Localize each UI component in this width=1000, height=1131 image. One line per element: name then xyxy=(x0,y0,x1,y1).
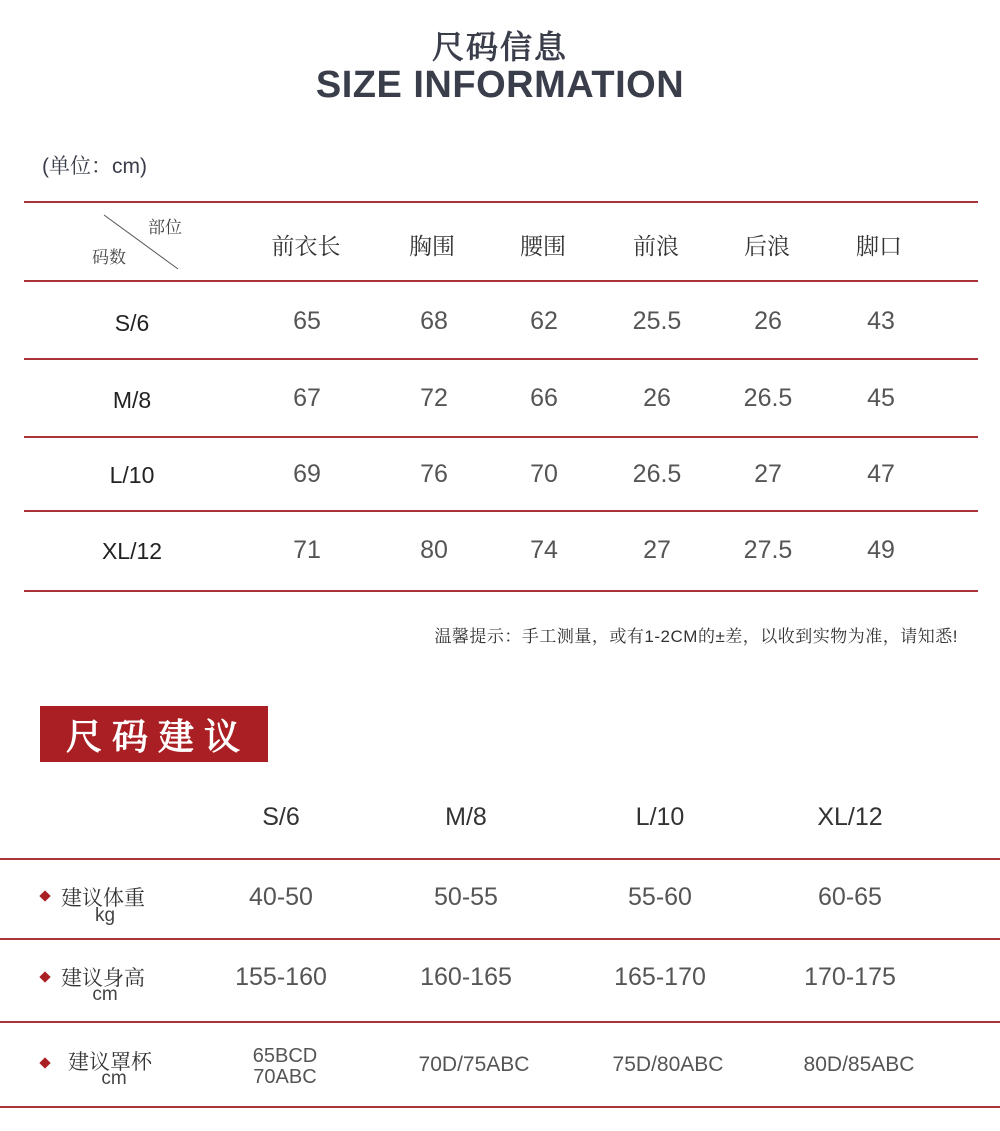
page-title-english: SIZE INFORMATION xyxy=(315,64,685,106)
table-cell: 69 xyxy=(293,460,321,488)
cell-line: 70ABC xyxy=(253,1066,317,1088)
row-unit: cm xyxy=(92,984,118,1005)
row-size-label: L/10 xyxy=(109,462,155,488)
table-cell: 50-55 xyxy=(434,883,498,911)
page-title-chinese: 尺码信息 xyxy=(431,29,568,65)
column-header: 胸围 xyxy=(409,233,455,259)
table-cell: 72 xyxy=(420,384,448,412)
table-cell: 160-165 xyxy=(420,963,512,991)
row-label: 建议体重 xyxy=(61,887,145,910)
table-cell: 70 xyxy=(530,460,558,488)
table-cell: 65 xyxy=(293,307,321,335)
column-header: S/6 xyxy=(262,803,300,831)
row-size-label: M/8 xyxy=(112,387,152,413)
column-header: 前衣长 xyxy=(271,233,341,259)
table-cell: 26.5 xyxy=(743,384,793,412)
table-cell: 75D/80ABC xyxy=(612,1053,724,1076)
corner-header-size: 码数 xyxy=(92,248,126,267)
table-rule xyxy=(24,358,978,360)
table-cell: 80 xyxy=(420,536,448,564)
table-cell: 27.5 xyxy=(743,536,793,564)
row-size-label: S/6 xyxy=(114,310,150,336)
table-cell: 26.5 xyxy=(632,460,682,488)
table-cell: 55-60 xyxy=(628,883,692,911)
table-cell: 26 xyxy=(643,384,671,412)
table-cell: 26 xyxy=(754,307,782,335)
table-cell: 45 xyxy=(867,384,895,412)
column-header: 后浪 xyxy=(744,233,790,259)
table-cell: 66 xyxy=(530,384,558,412)
table-cell: 49 xyxy=(867,536,895,564)
section-badge: 尺码建议 xyxy=(40,706,268,762)
table-cell: 27 xyxy=(643,536,671,564)
table-cell: 40-50 xyxy=(249,883,313,911)
table-cell xyxy=(253,1046,317,1088)
table-cell: 165-170 xyxy=(614,963,706,991)
table-rule xyxy=(0,938,1000,940)
diamond-bullet-icon xyxy=(39,890,50,901)
row-unit: kg xyxy=(94,905,116,926)
table-cell: 67 xyxy=(293,384,321,412)
cell-line: 65BCD xyxy=(252,1045,318,1067)
column-header: 脚口 xyxy=(856,233,902,259)
row-label: 建议身高 xyxy=(61,967,145,990)
table-cell: 43 xyxy=(867,307,895,335)
table-cell: 70D/75ABC xyxy=(418,1053,530,1076)
table-cell: 71 xyxy=(293,536,321,564)
table-rule xyxy=(0,858,1000,860)
column-header: XL/12 xyxy=(817,803,883,831)
table-rule xyxy=(24,201,978,203)
table-rule xyxy=(24,510,978,512)
table-cell: 60-65 xyxy=(818,883,882,911)
table-cell: 68 xyxy=(420,307,448,335)
table-rule xyxy=(24,280,978,282)
table-cell: 62 xyxy=(530,307,558,335)
table-cell: 80D/85ABC xyxy=(803,1053,915,1076)
table-rule xyxy=(24,436,978,438)
table-rule xyxy=(24,590,978,592)
table-cell: 27 xyxy=(754,460,782,488)
column-header: L/10 xyxy=(635,803,685,831)
column-header: M/8 xyxy=(445,803,487,831)
measurement-note: 温馨提示：手工测量，或有1-2CM的±差，以收到实物为准，请知悉! xyxy=(434,627,958,646)
table-cell: 25.5 xyxy=(632,307,682,335)
table-rule xyxy=(0,1106,1000,1108)
table-cell: 76 xyxy=(420,460,448,488)
column-header: 前浪 xyxy=(633,233,679,259)
row-label: 建议罩杯 xyxy=(68,1051,152,1074)
table-cell: 74 xyxy=(530,536,558,564)
table-cell: 47 xyxy=(867,460,895,488)
table-cell: 170-175 xyxy=(804,963,896,991)
diamond-bullet-icon xyxy=(39,971,50,982)
table-rule xyxy=(0,1021,1000,1023)
row-size-label: XL/12 xyxy=(101,538,163,564)
table-cell: 155-160 xyxy=(235,963,327,991)
corner-header-part: 部位 xyxy=(148,218,182,237)
column-header: 腰围 xyxy=(520,233,566,259)
diamond-bullet-icon xyxy=(39,1057,50,1068)
row-unit: cm xyxy=(101,1068,127,1089)
unit-label: (单位：cm) xyxy=(42,155,147,178)
